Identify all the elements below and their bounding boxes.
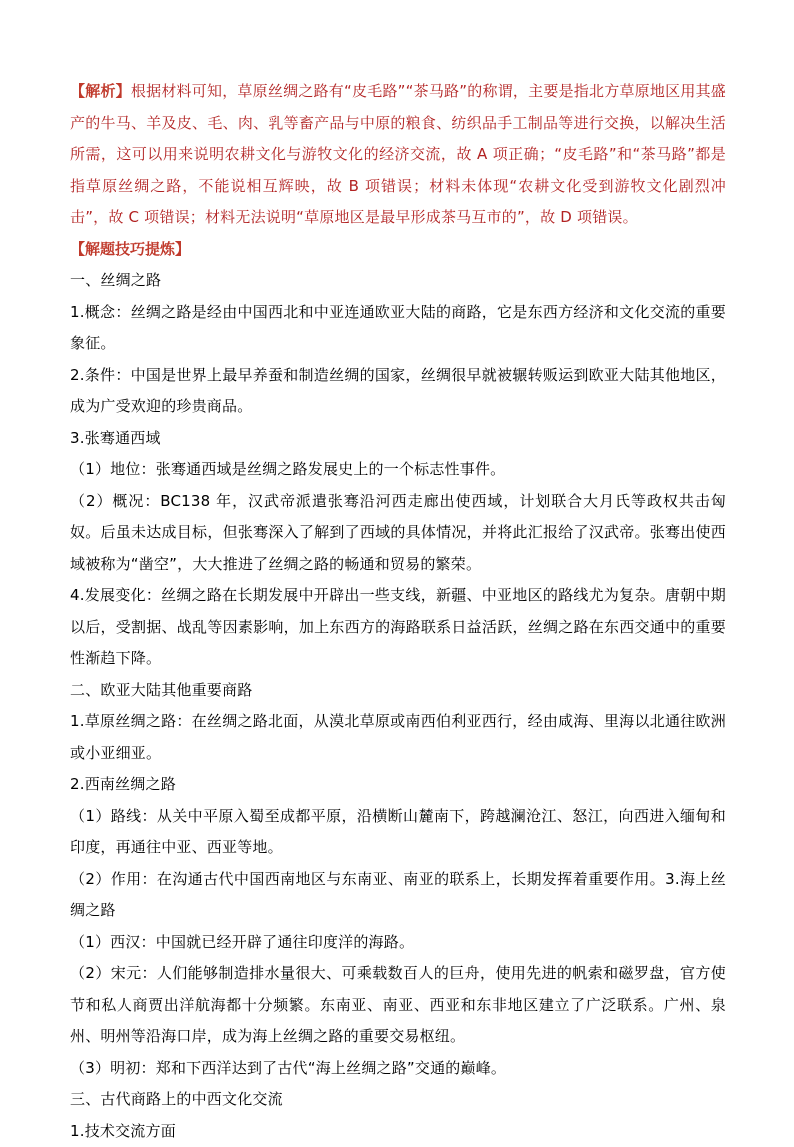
tips-heading: 【解题技巧提炼】 bbox=[70, 234, 726, 266]
paragraph-zhang-qian-overview: （2）概况：BC138 年，汉武帝派遣张骞沿河西走廊出使西域，计划联合大月氏等政权共击匈奴。后虽未达成目标，但张骞深入了解到了西域的具体情况，并将此汇报给了汉武帝。张骞出使西域被称为“凿空”，大大推进了丝绸之路的畅通和贸易的繁荣。 bbox=[70, 486, 726, 581]
paragraph-development: 4.发展变化：丝绸之路在长期发展中开辟出一些支线，新疆、中亚地区的路线尤为复杂。唐朝中期以后，受割据、战乱等因素影响，加上东西方的海路联系日益活跃，丝绸之路在东西交通中的重要性渐趋下降。 bbox=[70, 580, 726, 675]
paragraph-conditions: 2.条件：中国是世界上最早养蚕和制造丝绸的国家，丝绸很早就被辗转贩运到欧亚大陆其他地区，成为广受欢迎的珍贵商品。 bbox=[70, 360, 726, 423]
analysis-tag: 【解析】 bbox=[70, 82, 131, 100]
document-page bbox=[70, 76, 726, 1147]
analysis-text: 根据材料可知，草原丝绸之路有“皮毛路”“茶马路”的称谓，主要是指北方草原地区用其盛产的牛马、羊及皮、毛、肉、乳等畜产品与中原的粮食、纺织品手工制品等进行交换，以解决生活所需，这可以用来说明农耕文化与游牧文化的经济交流，故 A 项正确；“皮毛路”和“茶马路”都是指草原丝绸之路，不能说相互辉映，故 B 项错误；材料未体现“农耕文化受到游牧文化剧烈冲击”，故 C 项错误；材料无法说明“草原地区是最早形成茶马互市的”，故 D 项错误。 bbox=[70, 82, 726, 226]
section-heading-silk-road: 一、丝绸之路 bbox=[70, 265, 726, 297]
paragraph-southwest-route-heading: 2.西南丝绸之路 bbox=[70, 769, 726, 801]
paragraph-steppe-route: 1.草原丝绸之路：在丝绸之路北面，从漠北草原或南西伯利亚西行，经由咸海、里海以北通往欧洲或小亚细亚。 bbox=[70, 706, 726, 769]
section-heading-cultural-exchange: 三、古代商路上的中西文化交流 bbox=[70, 1084, 726, 1116]
analysis-paragraph bbox=[70, 76, 726, 234]
paragraph-southwest-route-path: （1）路线：从关中平原入蜀至成都平原，沿横断山麓南下，跨越澜沧江、怒江，向西进入缅甸和印度，再通往中亚、西亚等地。 bbox=[70, 801, 726, 864]
section-heading-other-routes: 二、欧亚大陆其他重要商路 bbox=[70, 675, 726, 707]
paragraph-zhang-qian-status: （1）地位：张骞通西域是丝绸之路发展史上的一个标志性事件。 bbox=[70, 454, 726, 486]
paragraph-song-yuan: （2）宋元：人们能够制造排水量很大、可乘载数百人的巨舟，使用先进的帆索和磁罗盘，官方使节和私人商贾出洋航海都十分频繁。东南亚、南亚、西亚和东非地区建立了广泛联系。广州、泉州、明州等沿海口岸，成为海上丝绸之路的重要交易枢纽。 bbox=[70, 958, 726, 1053]
paragraph-western-han: （1）西汉：中国就已经开辟了通往印度洋的海路。 bbox=[70, 927, 726, 959]
paragraph-early-ming: （3）明初：郑和下西洋达到了古代“海上丝绸之路”交通的巅峰。 bbox=[70, 1053, 726, 1085]
paragraph-southwest-route-role: （2）作用：在沟通古代中国西南地区与东南亚、南亚的联系上，长期发挥着重要作用。3.海上丝绸之路 bbox=[70, 864, 726, 927]
paragraph-concept: 1.概念：丝绸之路是经由中国西北和中亚连通欧亚大陆的商路，它是东西方经济和文化交流的重要象征。 bbox=[70, 297, 726, 360]
paragraph-zhang-qian-heading: 3.张骞通西域 bbox=[70, 423, 726, 455]
paragraph-technical-exchange: 1.技术交流方面 bbox=[70, 1116, 726, 1147]
